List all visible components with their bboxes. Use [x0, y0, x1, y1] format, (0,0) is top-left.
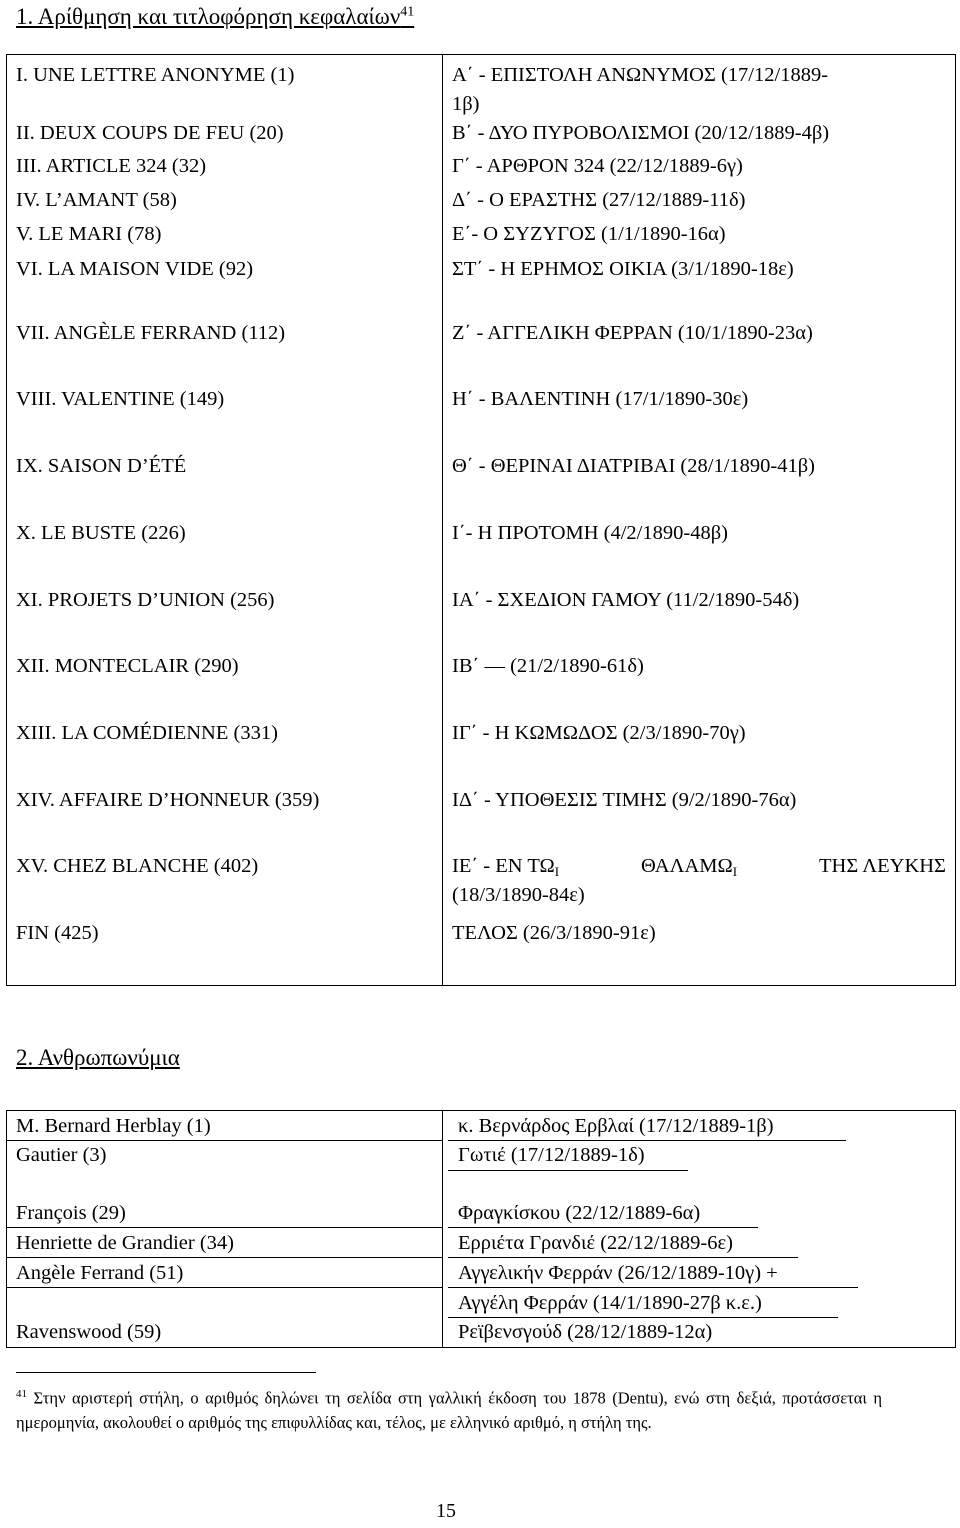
chapter-left: XV. CHEZ BLANCHE (402)	[16, 855, 259, 877]
chapter-left: XIV. AFFAIRE D’HONNEUR (359)	[16, 789, 320, 811]
chapter-left: FIN (425)	[16, 922, 99, 944]
chapter-right: Δ΄ - Ο ΕΡΑΣΤΗΣ (27/12/1889-11δ)	[452, 189, 746, 211]
chapters-table-divider	[442, 54, 443, 986]
chapter-right-part: ΤΗΣ ΛΕΥΚΗΣ	[819, 855, 946, 877]
chapter-left: XI. PROJETS D’UNION (256)	[16, 589, 275, 611]
chapter-left: VI. LA MAISON VIDE (92)	[16, 258, 254, 280]
chapter-right: ΙΑ΄ - ΣΧΕΔΙΟΝ ΓΑΜΟΥ (11/2/1890-54δ)	[452, 589, 800, 611]
name-right: Ερριέτα Γρανδιέ (22/12/1889-6ε)	[458, 1232, 733, 1254]
name-left: Angèle Ferrand (51)	[16, 1262, 184, 1284]
chapter-right: Θ΄ - ΘΕΡΙΝΑΙ ΔΙΑΤΡΙΒΑΙ (28/1/1890-41β)	[452, 455, 815, 477]
chapter-right	[452, 851, 946, 881]
name-left: Henriette de Grandier (34)	[16, 1232, 234, 1254]
chapter-left: III. ARTICLE 324 (32)	[16, 155, 207, 177]
footnote-mark: 41	[16, 1388, 27, 1400]
chapter-right-cont: (18/3/1890-84ε)	[452, 884, 585, 906]
names-table-divider	[442, 1110, 443, 1348]
name-right: Γωτιέ (17/12/1889-1δ)	[458, 1144, 645, 1166]
name-right-cont: Αγγέλη Φερράν (14/1/1890-27β κ.ε.)	[458, 1292, 762, 1314]
chapter-left: VIII. VALENTINE (149)	[16, 388, 225, 410]
name-right: κ. Βερνάρδος Ερβλαί (17/12/1889-1β)	[458, 1115, 774, 1137]
chapter-left: IV. L’AMANT (58)	[16, 189, 177, 211]
name-right: Φραγκίσκου (22/12/1889-6α)	[458, 1202, 701, 1224]
footnote-separator	[16, 1372, 316, 1373]
chapter-right: Η΄ - ΒΑΛΕΝΤΙΝΗ (17/1/1890-30ε)	[452, 388, 749, 410]
section-2-title: 2. Ανθρωπωνύμια	[16, 1045, 180, 1070]
chapter-right: ΙΒ΄ — (21/2/1890-61δ)	[452, 655, 644, 677]
chapter-left: II. DEUX COUPS DE FEU (20)	[16, 122, 284, 144]
chapter-left: IX. SAISON D’ÉTÉ	[16, 455, 187, 477]
chapter-left: XIII. LA COMÉDIENNE (331)	[16, 722, 278, 744]
footnote-text: Στην αριστερή στήλη, ο αριθμός δηλώνει τη σελίδα στη γαλλική έκδοση του 1878 (Dentu), ενώ στη δεξιά, προτάσσεται η ημερομηνία, ακολουθεί ο αριθμός της επιφυλλίδας και, τέλος, με ελληνικό αριθμό, η στήλη της.	[16, 1388, 882, 1432]
name-right: Αγγελικήν Φερράν (26/12/1889-10γ) +	[458, 1262, 778, 1284]
chapter-left: I. UNE LETTRE ANONYME (1)	[16, 64, 295, 86]
chapter-right: Ε΄- Ο ΣΥΖΥΓΟΣ (1/1/1890-16α)	[452, 223, 726, 245]
chapter-right: ΣΤ΄ - Η ΕΡΗΜΟΣ ΟΙΚΙΑ (3/1/1890-18ε)	[452, 258, 794, 280]
chapter-right: Α΄ - ΕΠΙΣΤΟΛΗ ΑΝΩΝΥΜΟΣ (17/12/1889-	[452, 64, 829, 86]
chapter-right-part: $\Theta A\Lambda AM\Omega_I$	[640, 855, 738, 879]
name-right: Ρεϊβενσγούδ (28/12/1889-12α)	[458, 1321, 713, 1343]
chapter-right: Ι΄- Η ΠΡΟΤΟΜΗ (4/2/1890-48β)	[452, 522, 728, 544]
chapter-right: Ζ΄ - ΑΓΓΕΛΙΚΗ ΦΕΡΡΑΝ (10/1/1890-23α)	[452, 322, 813, 344]
chapter-left: XII. MONTECLAIR (290)	[16, 655, 239, 677]
chapter-left: VII. ANGÈLE FERRAND (112)	[16, 322, 286, 344]
chapter-right: Β΄ - ΔΥΟ ΠΥΡΟΒΟΛΙΣΜΟΙ (20/12/1889-4β)	[452, 122, 830, 144]
chapter-right: Γ΄ - ΑΡΘΡΟΝ 324 (22/12/1889-6γ)	[452, 155, 743, 177]
row-underline	[448, 1170, 688, 1171]
name-left: M. Bernard Herblay (1)	[16, 1115, 211, 1137]
chapter-left: V. LE MARI (78)	[16, 223, 162, 245]
chapter-right: ΤΕΛΟΣ (26/3/1890-91ε)	[452, 922, 656, 944]
name-left: Ravenswood (59)	[16, 1321, 162, 1343]
chapter-left: X. LE BUSTE (226)	[16, 522, 186, 544]
chapter-right-part: ΙΕ΄ - ΕΝ $T\Omega_I$	[452, 855, 560, 879]
name-left: François (29)	[16, 1202, 126, 1224]
chapter-right: ΙΔ΄ - ΥΠΟΘΕΣΙΣ ΤΙΜΗΣ (9/2/1890-76α)	[452, 789, 797, 811]
chapter-right-cont: 1β)	[452, 93, 480, 115]
footnote	[16, 1382, 882, 1435]
section-1-title: 1. Αρίθμηση και τιτλοφόρηση κεφαλαίων$^{41}$	[16, 4, 415, 29]
name-left: Gautier (3)	[16, 1144, 107, 1166]
footnote-reference[interactable]: 41	[400, 4, 415, 20]
page-number: 15	[436, 1500, 456, 1522]
chapter-right: ΙΓ΄ - Η ΚΩΜΩΔΟΣ (2/3/1890-70γ)	[452, 722, 746, 744]
